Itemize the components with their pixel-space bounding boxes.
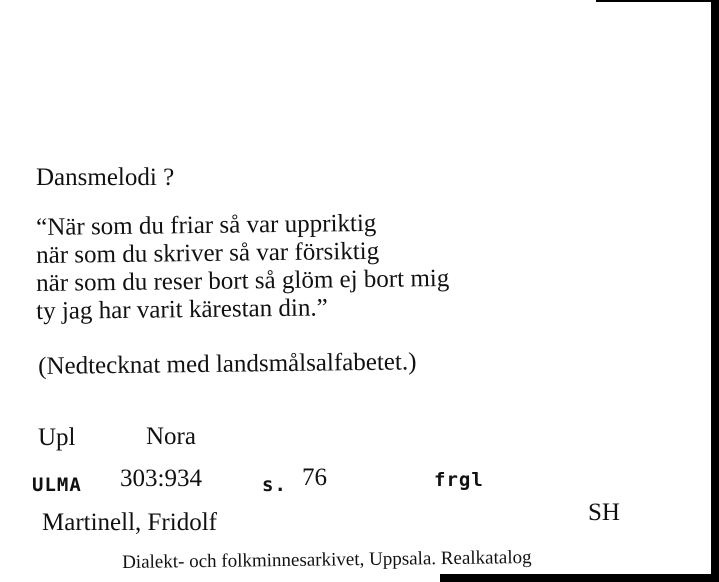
transcription-note: (Nedtecknat med landsmålsalfabetet.): [38, 348, 417, 380]
province-label: Upl: [38, 424, 76, 451]
verse-line-4: ty jag har varit kärestan din.”: [36, 294, 328, 325]
record-number: 303:934: [120, 465, 202, 492]
verse-line-3: när som du reser bort så glöm ej bort mig: [36, 264, 450, 297]
page-label: s.: [262, 474, 287, 496]
verse-line-2: när som du skriver så var försiktig: [36, 237, 380, 269]
card-heading: Dansmelodi ?: [36, 164, 175, 191]
scan-edge-bottom: [440, 574, 719, 582]
scan-edge-right: [711, 0, 719, 582]
archive-footer: Dialekt- och folkminnesarkivet, Uppsala. Realkatalog: [122, 546, 532, 573]
collector-name: Martinell, Fridolf: [42, 509, 217, 536]
page-number: 76: [302, 464, 327, 491]
initials: SH: [588, 499, 620, 526]
type-code: frgl: [434, 469, 484, 491]
scan-edge-top: [596, 0, 711, 2]
parish-label: Nora: [146, 423, 196, 450]
archive-code: ULMA: [32, 474, 82, 496]
verse-line-1: “När som du friar så var uppriktig: [36, 209, 377, 241]
